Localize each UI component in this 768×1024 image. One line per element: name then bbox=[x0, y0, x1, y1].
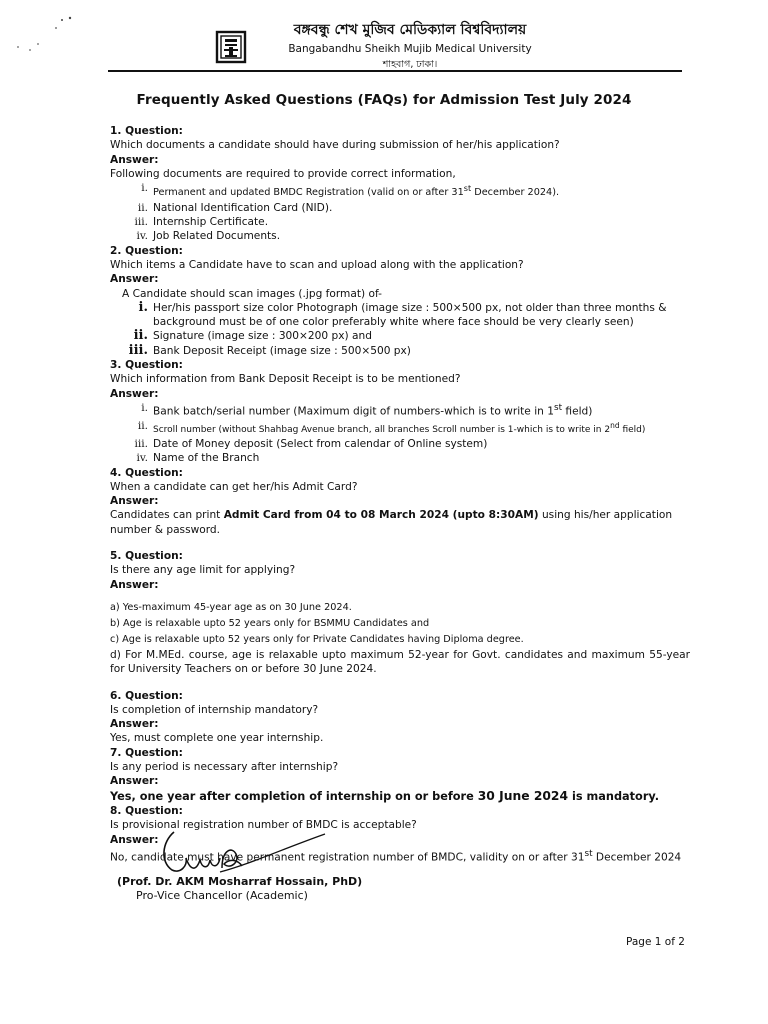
list-item: iv. Job Related Documents. bbox=[136, 230, 281, 243]
q7-question: Is any period is necessary after internship? bbox=[110, 761, 339, 774]
q2-answer-label: Answer: bbox=[110, 273, 159, 286]
university-name-bangla: বঙ্গবন্ধু শেখ মুজিব মেডিক্যাল বিশ্ববিদ্যালয় bbox=[293, 22, 527, 38]
q2-answer-intro: A Candidate should scan images (.jpg format) of- bbox=[122, 287, 382, 300]
q8-question: Is provisional registration number of BMDC is acceptable? bbox=[110, 819, 417, 832]
list-item: ii. National Identification Card (NID). bbox=[137, 201, 333, 214]
q6-answer: Yes, must complete one year internship. bbox=[110, 732, 324, 745]
q1-answer-list bbox=[110, 181, 690, 243]
q7-answer: Yes, one year after completion of internship on or before 30 June 2024 is mandatory. bbox=[110, 788, 660, 803]
q4-question: When a candidate can get her/his Admit Card? bbox=[110, 480, 358, 493]
q7-answer-label: Answer: bbox=[110, 775, 159, 788]
q1-heading: 1. Question: bbox=[110, 125, 183, 137]
q3-answer-label: Answer: bbox=[110, 387, 159, 400]
list-item: iii. Bank Deposit Receipt (image size : 500×500 px) bbox=[128, 342, 411, 358]
list-item: i. Her/his passport size color Photograph (image size : 500×500 px, not older than three months & background must be of one color preferably white where face should be very clearly seen) bbox=[138, 299, 667, 329]
q5-heading: 5. Question: bbox=[110, 550, 183, 563]
document-title: Frequently Asked Questions (FAQs) for Admission Test July 2024 bbox=[136, 92, 632, 108]
list-item: iv. Name of the Branch bbox=[136, 452, 260, 465]
q5-answer-a: a) Yes-maximum 45-year age as on 30 June 2024. bbox=[110, 601, 352, 613]
header-divider bbox=[108, 70, 682, 72]
university-name-english: Bangabandhu Sheikh Mujib Medical University bbox=[288, 43, 532, 55]
signatory-role: Pro-Vice Chancellor (Academic) bbox=[136, 889, 308, 902]
q1-answer-intro: Following documents are required to provide correct information, bbox=[110, 167, 456, 180]
page-number: Page 1 of 2 bbox=[626, 936, 685, 948]
q6-answer-label: Answer: bbox=[110, 718, 159, 731]
q2-question: Which items a Candidate have to scan and upload along with the application? bbox=[110, 258, 524, 271]
q1-question: Which documents a candidate should have during submission of her/his application? bbox=[110, 139, 560, 152]
q4-answer: Candidates can print Admit Card from 04 to 08 March 2024 (upto 8:30AM) using his/her application number & password. bbox=[110, 509, 673, 536]
q5-question: Is there any age limit for applying? bbox=[110, 564, 296, 577]
signatory-name: (Prof. Dr. AKM Mosharraf Hossain, PhD) bbox=[117, 875, 363, 888]
q5-answer-label: Answer: bbox=[110, 578, 159, 591]
q8-answer-label: Answer: bbox=[110, 833, 159, 846]
q6-question: Is completion of internship mandatory? bbox=[110, 703, 319, 716]
faq-content bbox=[110, 124, 690, 865]
q3-question: Which information from Bank Deposit Receipt is to be mentioned? bbox=[110, 373, 461, 386]
q3-answer-list bbox=[110, 401, 690, 466]
q2-answer-list bbox=[110, 301, 690, 358]
q6-heading: 6. Question: bbox=[110, 689, 183, 702]
q4-heading: 4. Question: bbox=[110, 466, 183, 479]
q7-heading: 7. Question: bbox=[110, 746, 183, 759]
q8-answer: No, candidate must have permanent registration number of BMDC, validity on or after 31st December 2024 bbox=[110, 848, 682, 864]
q1-answer-label: Answer: bbox=[110, 153, 159, 166]
list-item: iii. Internship Certificate. bbox=[134, 216, 269, 229]
q2-heading: 2. Question: bbox=[110, 244, 183, 257]
q5-answer-b: b) Age is relaxable upto 52 years only for BSMMU Candidates and bbox=[110, 617, 430, 629]
list-item: i. Bank batch/serial number (Maximum digit of numbers-which is to write in 1st field) bbox=[141, 401, 593, 418]
letterhead bbox=[270, 20, 550, 72]
list-item: ii. Scroll number (without Shahbag Avenue branch, all branches Scroll number is 1-which is to write in 2nd field) bbox=[137, 419, 646, 435]
scan-specks bbox=[0, 0, 80, 60]
handwritten-signature bbox=[160, 828, 330, 880]
university-location: শাহবাগ, ঢাকা। bbox=[382, 59, 438, 70]
q8-heading: 8. Question: bbox=[110, 804, 183, 817]
q5-answer-c: c) Age is relaxable upto 52 years only for Private Candidates having Diploma degree. bbox=[110, 633, 524, 645]
q3-heading: 3. Question: bbox=[110, 358, 183, 371]
list-item: iii. Date of Money deposit (Select from calendar of Online system) bbox=[134, 438, 488, 450]
university-logo-icon bbox=[215, 30, 247, 64]
q5-answer-d: d) For M.MEd. course, age is relaxable upto maximum 52-year for Govt. candidates and maximum 55-year for University Teachers on or before 30 June 2024. bbox=[110, 648, 690, 676]
list-item: ii. Signature (image size : 300×200 px) and bbox=[133, 328, 372, 344]
q4-answer-label: Answer: bbox=[110, 495, 159, 508]
list-item: i. Permanent and updated BMDC Registration (valid on or after 31st December 2024). bbox=[141, 182, 560, 199]
